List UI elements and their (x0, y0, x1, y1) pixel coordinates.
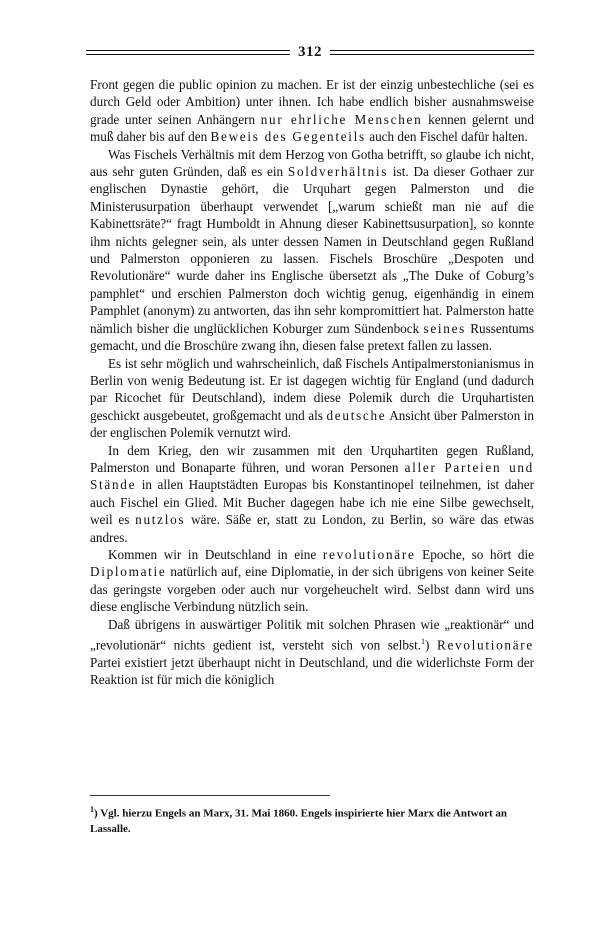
text-run: Kommen wir in Deutschland in eine (108, 546, 323, 562)
text-run: ) (425, 637, 437, 653)
paragraph (90, 76, 534, 146)
text-run: In dem Krieg, den wir zusammen mit den Urquhartiten gegen Rußland, Palmerston und Bonaparte führen, und woran Personen (90, 442, 534, 475)
text-run: in allen Hauptstädten Europas bis Konstantinopel teilnehmen, ist daher auch Fischel ein Glied. Mit Bucher dagegen habe ich nie eine Silbe gewechselt, weil es (90, 477, 534, 528)
text-run: wäre. Säße er, statt zu London, zu Berlin, so wäre das etwas andres. (90, 512, 534, 545)
paragraph (90, 546, 534, 616)
body-text (90, 76, 534, 689)
text-run: Ansicht über Palmerston in der englischen Polemik vernutzt wird. (90, 407, 534, 441)
text-run: Front gegen die public opinion zu machen. Er ist der einzig unbestechliche (sei es durch Geld oder Ambition) unter ihnen. Ich habe endlich bisher ausnahmsweise grade unter seinen Anhängern (90, 77, 534, 127)
paragraph (90, 616, 534, 689)
footnote-marker: 1 (90, 805, 94, 814)
emphasis-text: deutsche (326, 407, 387, 423)
emphasis-text: revolutionäre (322, 546, 416, 562)
emphasis-text: Soldverhältnis (287, 164, 389, 180)
header-rule-left (86, 50, 290, 55)
text-run: Was Fischels Verhältnis mit dem Herzog von Gotha betrifft, so glaube ich nicht, aus sehr guten Gründen, daß es ein (90, 146, 534, 180)
emphasis-text: Beweis des Gegenteils (210, 129, 366, 145)
emphasis-text: Revolutionäre (436, 637, 534, 653)
emphasis-text: nutzlos (135, 512, 186, 528)
footnote-ref: 1 (421, 637, 426, 646)
text-run: Russentums gemacht, und die Broschüre zwang ihn, diesen false pretext fallen zu lassen. (90, 320, 534, 354)
paragraph (90, 355, 534, 442)
footnote-text: ) Vgl. hierzu Engels an Marx, 31. Mai 1860. Engels inspirierte hier Marx die Antwort an Lassalle. (90, 807, 507, 835)
paragraph (90, 146, 534, 355)
emphasis-text: nur ehrliche Menschen (260, 111, 423, 127)
emphasis-text: Diplomatie (90, 564, 167, 580)
footnote (90, 802, 534, 837)
page-header (86, 40, 534, 64)
text-run: kennen gelernt und muß daher bis auf den (90, 111, 534, 145)
text-run: natürlich auf, eine Diplomatie, in der sich übrigens von keiner Seite das geringste vorgeben oder auch nur vorgeheuchelt wird. Selbst dann wird uns diese englische Verbindung nützlich sein. (90, 564, 534, 615)
paragraph (90, 442, 534, 546)
text-run: ist. Da dieser Gothaer zur englischen Dynastie gehört, die Urquhart gegen Palmerston und die Ministerusurpation überhaupt verwendet [„warum schießt man nie auf die Kabinettsräte?“ fragt Humboldt in Ahnung dieser Kabinettsusurpation], so konnte ihm nichts gelegner sein, als unter dessen Namen in Deutschland gegen Rußland und Palmerston opponieren zu lassen. Fischels Broschüre „Despoten und Revolutionäre“ wurde daher ins Englische übersetzt als „The Duke of Coburg’s pamphlet“ und erschien Palmerston doch wichtig genug, eigenhändig in einem Pamphlet (anonym) zu antworten, das ihn sehr kompromittiert hat. Palmerston hatte nämlich bisher die unglücklichen Koburger zum Sündenbock (90, 164, 534, 336)
text-run: Partei existiert jetzt überhaupt nicht in Deutschland, und die widerlichste Form der Reaktion ist für mich die königlich (90, 654, 534, 688)
emphasis-text: seines (423, 320, 466, 336)
text-run: Es ist sehr möglich und wahrscheinlich, daß Fischels Antipalmerstonianismus in Berlin von wenig Bedeutung ist. Er ist dagegen wichtig für England (und dadurch par Ricochet für Deutschland), indem diese Polemik durch die Urquhartisten geschickt ausgebeutet, großgemacht und als (90, 355, 534, 423)
page-number: 312 (298, 43, 322, 60)
text-run: Daß übrigens in auswärtiger Politik mit solchen Phrasen wie „reaktionär“ und „revolutionär“ nichts gedient ist, versteht sich von selbst. (90, 616, 534, 653)
text-run: auch den Fischel dafür halten. (365, 129, 528, 145)
text-run: Epoche, so hört die (415, 546, 535, 562)
footnote-rule (90, 795, 330, 796)
emphasis-text: aller Parteien und Stände (90, 459, 534, 493)
header-rule-right (330, 50, 534, 55)
